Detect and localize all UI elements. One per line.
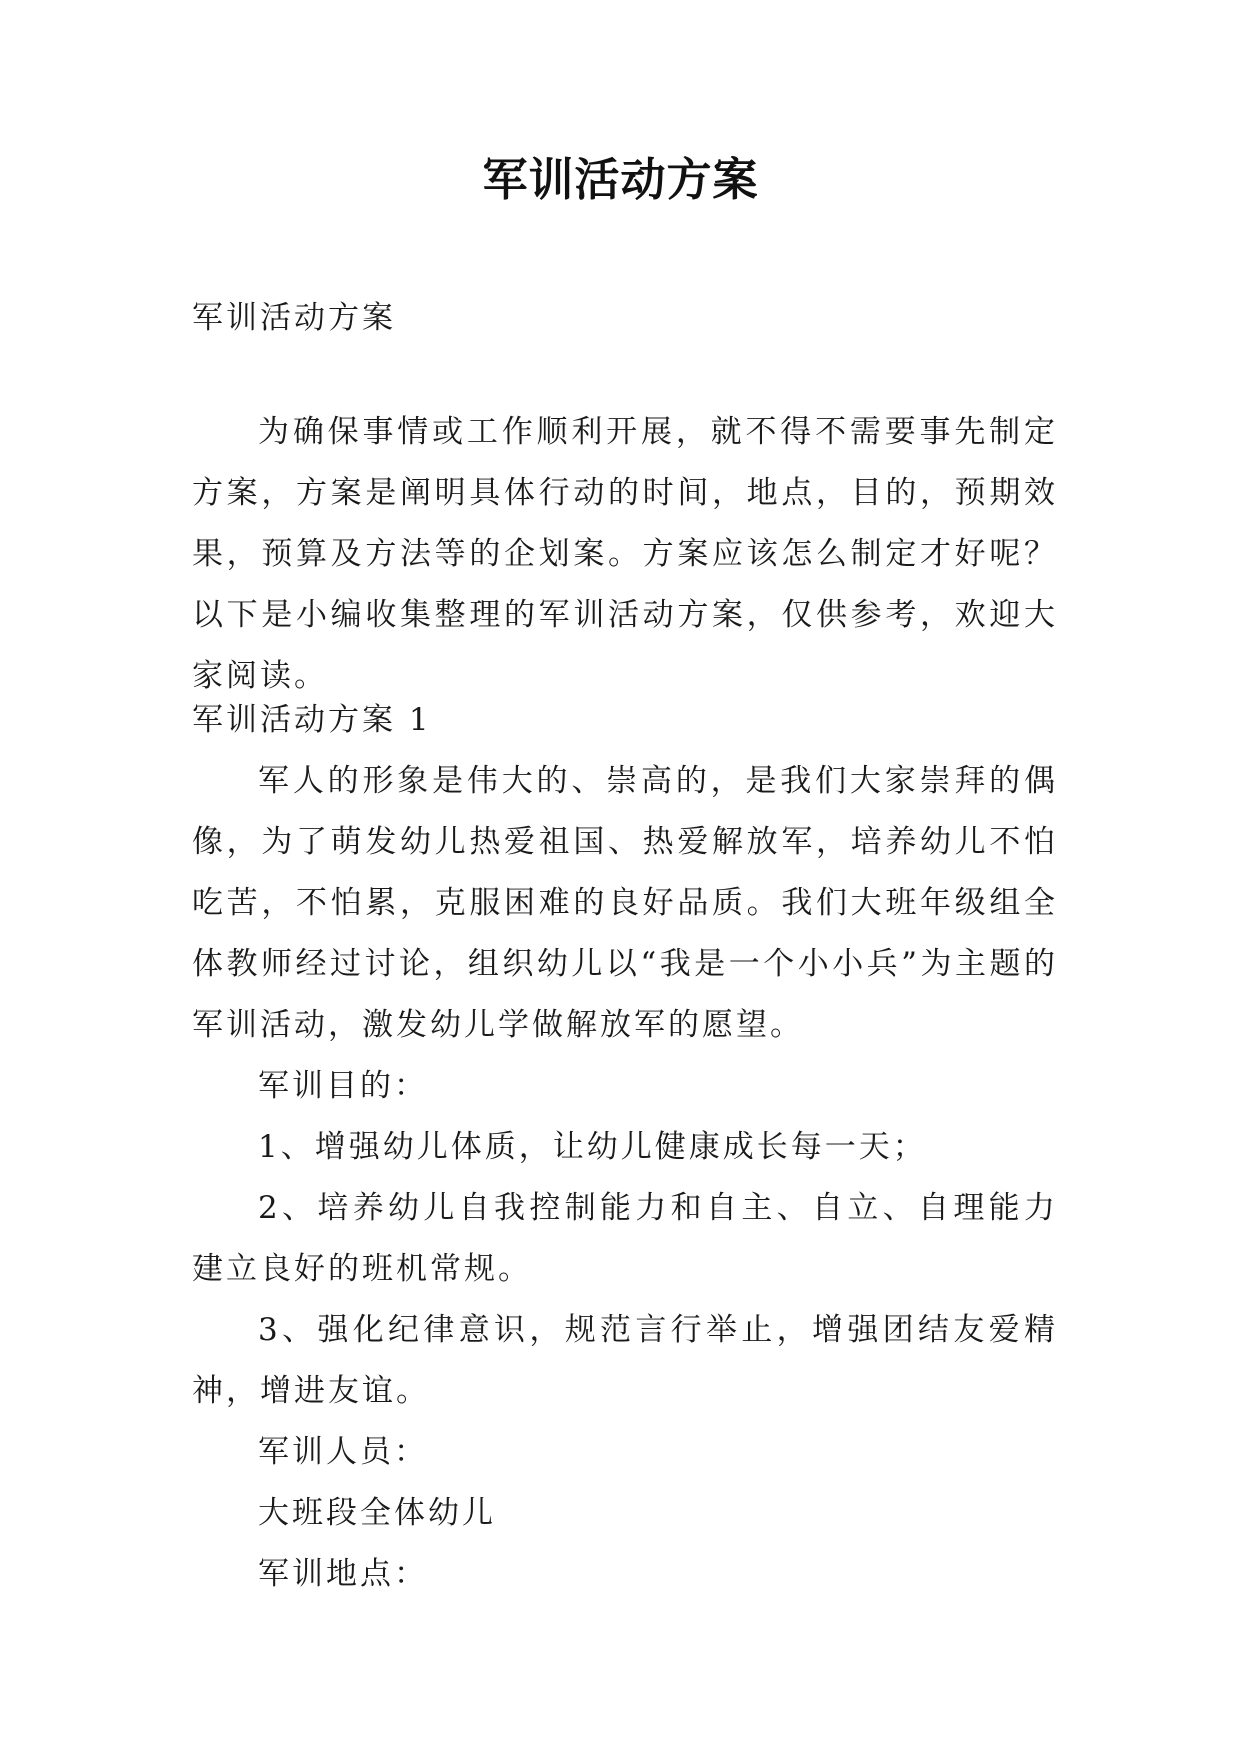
goal-item-3: 3、强化纪律意识，规范言行举止，增强团结友爱精神，增进友谊。 [192,1312,1058,1409]
goal-label: 军训目的： [258,1068,428,1104]
document-subtitle [192,288,1058,349]
goal-item-1: 1、增强幼儿体质，让幼儿健康成长每一天； [258,1129,927,1165]
section-heading: 军训活动方案 1 [192,702,432,738]
location-label: 军训地点： [258,1556,428,1592]
intro-block [192,402,1058,707]
section-1 [192,690,1058,1605]
document-title: 军训活动方案 [482,153,759,206]
personnel-value: 大班段全体幼儿 [258,1495,496,1531]
section-paragraph: 军人的形象是伟大的、崇高的，是我们大家崇拜的偶像，为了萌发幼儿热爱祖国、热爱解放军，培养幼儿不怕吃苦，不怕累，克服困难的良好品质。我们大班年级组全体教师经过讨论，组织幼儿以“我是一个小小兵”为主题的军训活动，激发幼儿学做解放军的愿望。 [192,763,1058,1043]
intro-paragraph: 为确保事情或工作顺利开展，就不得不需要事先制定方案，方案是阐明具体行动的时间，地点，目的，预期效果，预算及方法等的企划案。方案应该怎么制定才好呢？以下是小编收集整理的军训活动方案，仅供参考，欢迎大家阅读。 [192,414,1058,694]
subtitle-text: 军训活动方案 [192,300,396,336]
personnel-label: 军训人员： [258,1434,428,1470]
goal-item-2: 2、培养幼儿自我控制能力和自主、自立、自理能力建立良好的班机常规。 [192,1190,1058,1287]
